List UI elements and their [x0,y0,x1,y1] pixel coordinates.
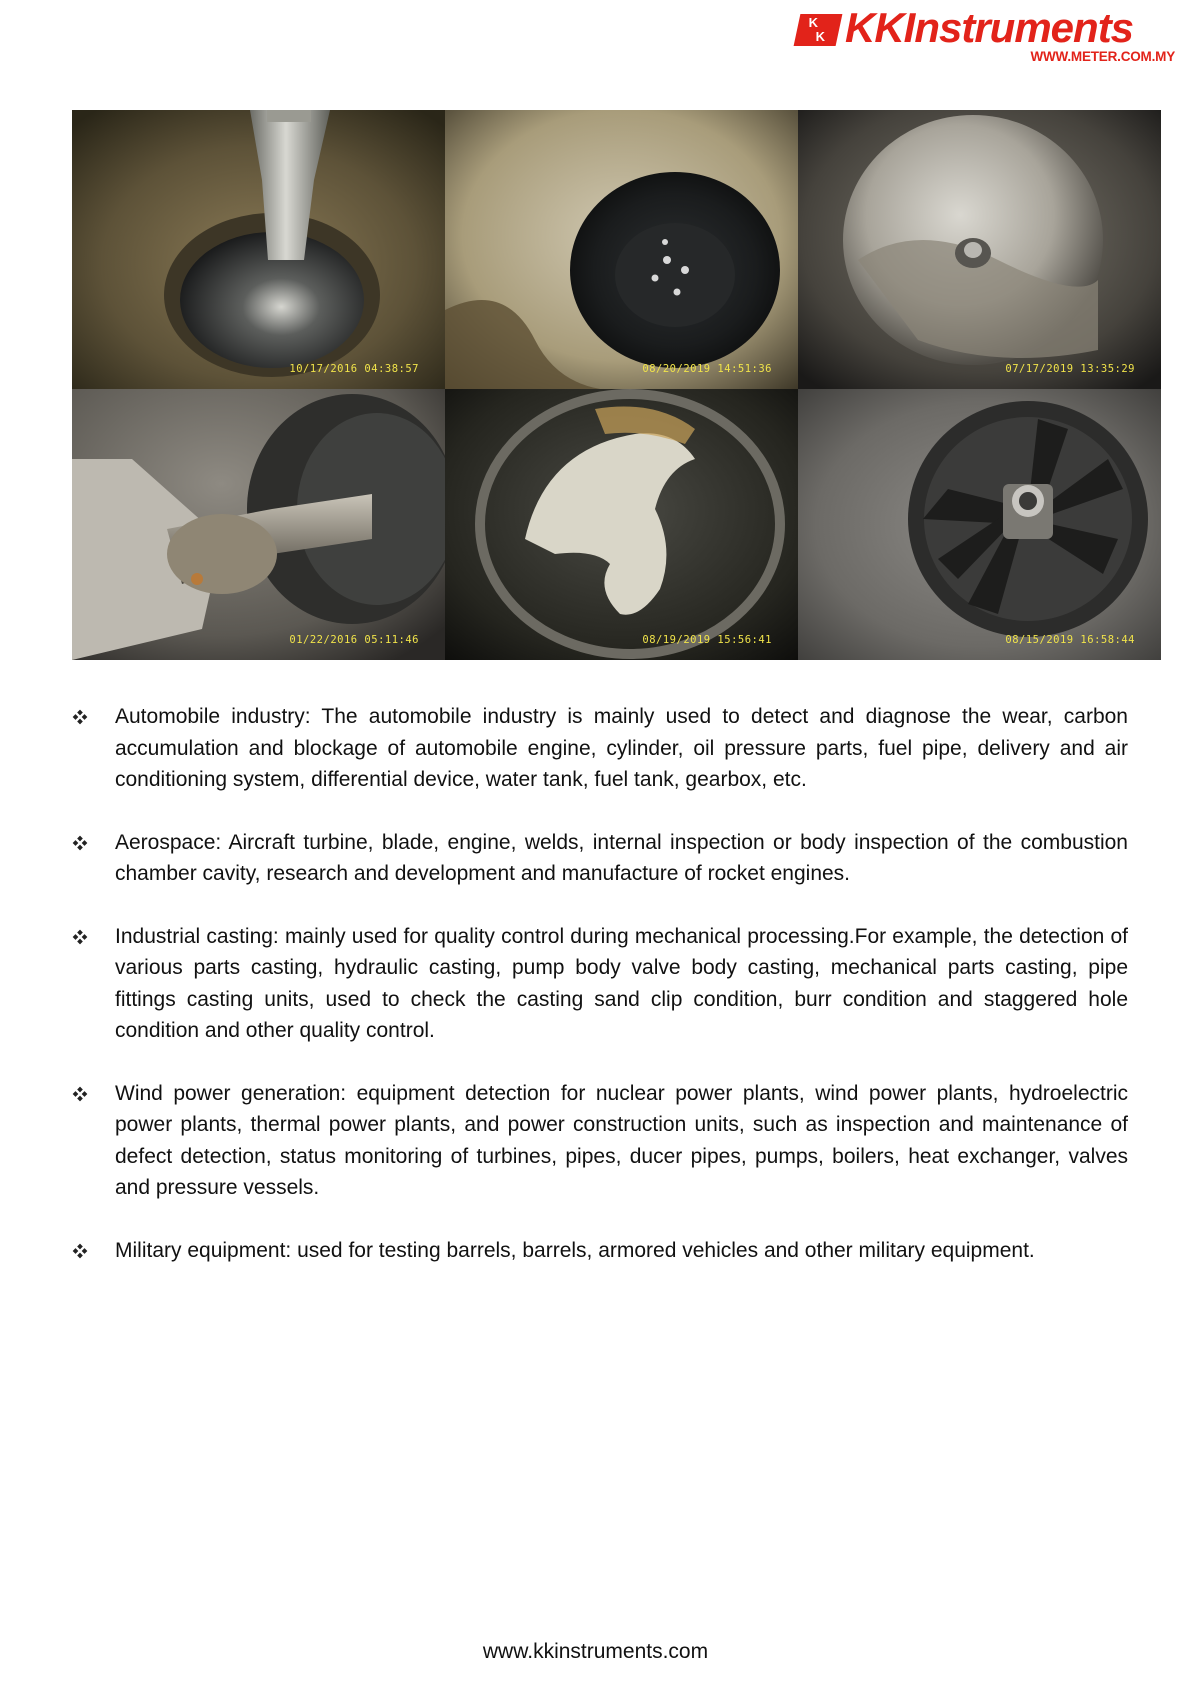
list-item-text: Wind power generation: equipment detection for nuclear power plants, wind power plants, hydroelectric power plants, thermal power plants, and power construction units, such as inspection and maintenance of defect detection, status monitoring of turbines, pipes, ducer pipes, pumps, boilers, heat exchanger, valves and pressure vessels. [115,1081,1128,1199]
inspection-photo-cylinder-wall [445,389,798,660]
logo-wordmark: KKInstruments [845,4,1134,51]
list-item [72,827,1128,890]
logo-mark [794,14,843,46]
list-item-text: Industrial casting: mainly used for quality control during mechanical processing.For example, the detection of various parts casting, hydraulic casting, pump body valve body casting, mechanical parts casting, pipe fittings casting units, used to check the casting sand clip condition, burr condition and staggered hole condition and other quality control. [115,924,1128,1042]
logo-mark-bottom-letter: K [815,29,826,44]
diamond-bullet-icon [72,921,90,952]
footer-url: www.kkinstruments.com [482,1640,709,1663]
list-item [72,1078,1128,1204]
list-item-text: Military equipment: used for testing barrels, barrels, armored vehicles and other military equipment. [115,1238,1035,1262]
diamond-bullet-icon [72,827,90,858]
logo-url: WWW.METER.COM.MY [1030,49,1175,64]
list-item [72,921,1128,1047]
brand-logo [797,4,1177,70]
photo-timestamp: 10/17/2016 04:38:57 [289,363,419,375]
photo-timestamp: 08/19/2019 15:56:41 [642,634,772,646]
photo-timestamp: 01/22/2016 05:11:46 [289,634,419,646]
logo-mark-top-letter: K [808,15,818,30]
inspection-photo-carbon-deposit [445,110,798,389]
diamond-bullet-icon [72,1235,90,1266]
photo-timestamp: 07/17/2019 13:35:29 [1005,363,1135,375]
list-item [72,1235,1128,1267]
diamond-bullet-icon [72,1078,90,1109]
inspection-photo-grid [72,110,1161,660]
diamond-bullet-icon [72,701,90,732]
list-item [72,701,1128,796]
inspection-photo-turbine-fan [798,389,1161,660]
photo-timestamp: 08/15/2019 16:58:44 [1005,634,1135,646]
inspection-photo-corroded-disc [798,110,1161,389]
inspection-photo-valve-stem [72,110,445,389]
photo-timestamp: 08/20/2019 14:51:36 [642,363,772,375]
list-item-text: Aerospace: Aircraft turbine, blade, engine, welds, internal inspection or body inspection of the combustion chamber cavity, research and development and manufacture of rocket engines. [115,830,1128,885]
application-list [72,701,1128,1297]
list-item-text: Automobile industry: The automobile industry is mainly used to detect and diagnose the wear, carbon accumulation and blockage of automobile engine, cylinder, oil pressure parts, fuel pipe, delivery and air conditioning system, differential device, water tank, fuel tank, gearbox, etc. [115,705,1128,791]
inspection-photo-pipe-probe [72,389,445,660]
